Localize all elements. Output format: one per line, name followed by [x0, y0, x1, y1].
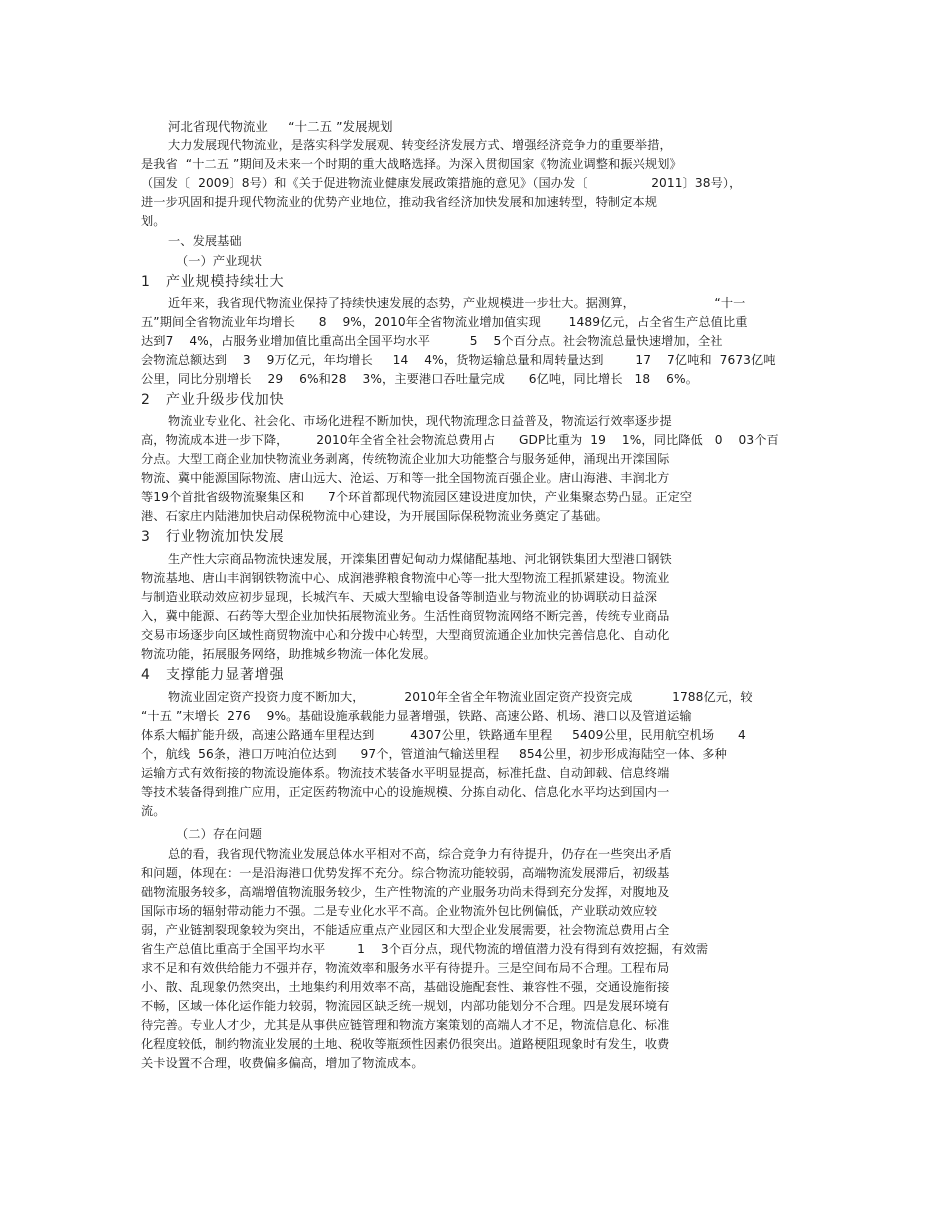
item-number-1: 1: [141, 274, 151, 290]
intro-line-4: 进一步巩固和提升现代物流业的优势产业地位，推动我省经济加快发展和加速转型，特制定本规: [141, 195, 658, 209]
item-3-line-6: 物流功能，拓展服务网络，助推城乡物流一体化发展。: [141, 647, 436, 661]
item-1-line-1: 近年来，我省现代物流业保持了持续快速发展的态势，产业规模进一步壮大。据测算， “十一: [168, 296, 746, 310]
item-2-line-2: 高，物流成本进一步下降， 2010年全省全社会物流总费用占 GDP比重为 19 1%，同比降低 0 03个百: [141, 433, 779, 447]
problems-line-4: 国际市场的辐射带动能力不强。二是专业化水平不高。企业物流外包比例偏低，产业联动效应较: [141, 904, 658, 918]
subsection-heading-1: （一）产业现状: [176, 254, 263, 268]
item-number-3: 3: [141, 529, 151, 545]
document-title: 河北省现代物流业 “十二五 ”发展规划: [168, 119, 393, 134]
item-4-line-1: 物流业固定资产投资力度不断加大， 2010年全省全年物流业固定资产投资完成 1788亿元，较: [168, 690, 753, 704]
problems-line-7: 求不足和有效供给能力不强并存，物流效率和服务水平有待提升。三是空间布局不合理。工程布局: [141, 961, 670, 975]
item-1-line-4: 会物流总额达到 3 9万亿元，年均增长 14 4%，货物运输总量和周转量达到 17 7亿吨和 7673亿吨: [141, 353, 776, 367]
item-4-line-4: 个，航线 56条，港口万吨泊位达到 97个，管道油气输送里程 854公里，初步形成海陆空一体、多种: [141, 747, 727, 761]
item-2-line-3: 分点。大型工商企业加快物流业务剥离，传统物流企业加大功能整合与服务延伸，涌现出开滦国际: [141, 452, 670, 466]
item-3-line-3: 与制造业联动效应初步显现，长城汽车、天威大型输电设备等制造业与物流业的协调联动日益深: [141, 590, 658, 604]
item-number-4: 4: [141, 667, 151, 683]
item-2-line-1: 物流业专业化、社会化、市场化进程不断加快，现代物流理念日益普及，物流运行效率逐步提: [168, 414, 672, 428]
item-4-line-5: 运输方式有效衔接的物流设施体系。物流技术装备水平明显提高，标准托盘、自动卸载、信息终端: [141, 766, 670, 780]
problems-line-12: 关卡设置不合理，收费偏多偏高，增加了物流成本。: [141, 1056, 424, 1070]
item-3-line-1: 生产性大宗商品物流快速发展，开滦集团曹妃甸动力煤储配基地、河北钢铁集团大型港口钢铁: [168, 552, 672, 566]
intro-line-1: 大力发展现代物流业，是落实科学发展观、转变经济发展方式、增强经济竞争力的重要举措，: [168, 138, 672, 152]
item-2-line-5: 等19个首批省级物流聚集区和 7个环首都现代物流园区建设进度加快，产业集聚态势凸显。正定空: [141, 490, 693, 504]
item-2-line-4: 物流、冀中能源国际物流、唐山远大、沧运、万和等一批全国物流百强企业。唐山海港、丰润北方: [141, 471, 670, 485]
item-3-line-5: 交易市场逐步向区域性商贸物流中心和分拨中心转型，大型商贸流通企业加快完善信息化、自动化: [141, 628, 670, 642]
problems-line-5: 弱，产业链割裂现象较为突出，不能适应重点产业园区和大型企业发展需要，社会物流总费用占全: [141, 923, 670, 937]
intro-line-5: 划。: [141, 214, 166, 228]
item-heading-2: 产业升级步伐加快: [166, 392, 285, 408]
item-number-2: 2: [141, 392, 151, 408]
intro-line-3: （国发〔 2009〕8号）和《关于促进物流业健康发展政策措施的意见》（国办发〔 2011〕38号），: [141, 176, 742, 190]
subsection-heading-2: （二）存在问题: [176, 827, 263, 841]
problems-line-6: 省生产总值比重高于全国平均水平 1 3个百分点，现代物流的增值潜力没有得到有效挖掘，有效需: [141, 942, 709, 956]
item-heading-4: 支撑能力显著增强: [166, 667, 285, 683]
problems-line-3: 础物流服务较多，高端增值物流服务较少，生产性物流的产业服务功尚未得到充分发挥，对腹地及: [141, 885, 670, 899]
item-1-line-5: 公里，同比分别增长 29 6%和28 3%，主要港口吞吐量完成 6亿吨，同比增长 18 6%。: [141, 372, 698, 386]
problems-line-8: 小、散、乱现象仍然突出，土地集约利用效率不高，基础设施配套性、兼容性不强，交通设施衔接: [141, 980, 670, 994]
item-4-line-2: “十五 ”末增长 276 9%。基础设施承载能力显著增强，铁路、高速公路、机场、港口以及管道运输: [141, 709, 692, 723]
item-1-line-2: 五”期间全省物流业年均增长 8 9%，2010年全省物流业增加值实现 1489亿元，占全省生产总值比重: [141, 315, 748, 329]
problems-line-2: 和问题，体现在：一是沿海港口优势发挥不充分。综合物流功能较弱，高端物流发展滞后，初级基: [141, 866, 670, 880]
item-heading-3: 行业物流加快发展: [166, 529, 285, 545]
item-heading-1: 产业规模持续壮大: [166, 274, 285, 290]
section-heading-1: 一、发展基础: [168, 234, 242, 248]
problems-line-1: 总的看，我省现代物流业发展总体水平相对不高，综合竞争力有待提升，仍存在一些突出矛盾: [168, 847, 672, 861]
problems-line-10: 待完善。专业人才少，尤其是从事供应链管理和物流方案策划的高端人才不足，物流信息化、标准: [141, 1018, 670, 1032]
item-4-line-6: 等技术装备得到推广应用，正定医药物流中心的设施规模、分拣自动化、信息化水平均达到国内一: [141, 785, 670, 799]
problems-line-11: 化程度较低，制约物流业发展的土地、税收等瓶颈性因素仍很突出。道路梗阻现象时有发生，收费: [141, 1037, 670, 1051]
item-2-line-6: 港、石家庄内陆港加快启动保税物流中心建设，为开展国际保税物流业务奠定了基础。: [141, 509, 608, 523]
item-1-line-3: 达到7 4%，占服务业增加值比重高出全国平均水平 5 5个百分点。社会物流总量快速增加，全社: [141, 334, 723, 348]
item-4-line-3: 体系大幅扩能升级，高速公路通车里程达到 4307公里，铁路通车里程 5409公里，民用航空机场 4: [141, 728, 746, 742]
item-3-line-4: 入，冀中能源、石药等大型企业加快拓展物流业务。生活性商贸物流网络不断完善，传统专业商品: [141, 609, 670, 623]
problems-line-9: 不畅，区域一体化运作能力较弱，物流园区缺乏统一规划，内部功能划分不合理。四是发展环境有: [141, 999, 670, 1013]
item-3-line-2: 物流基地、唐山丰润钢铁物流中心、成润港骅粮食物流中心等一批大型物流工程抓紧建设。物流业: [141, 571, 670, 585]
intro-line-2: 是我省 “十二五 ”期间及未来一个时期的重大战略选择。为深入贯彻国家《物流业调整和振兴规划》: [141, 157, 682, 171]
item-4-line-7: 流。: [141, 804, 166, 818]
